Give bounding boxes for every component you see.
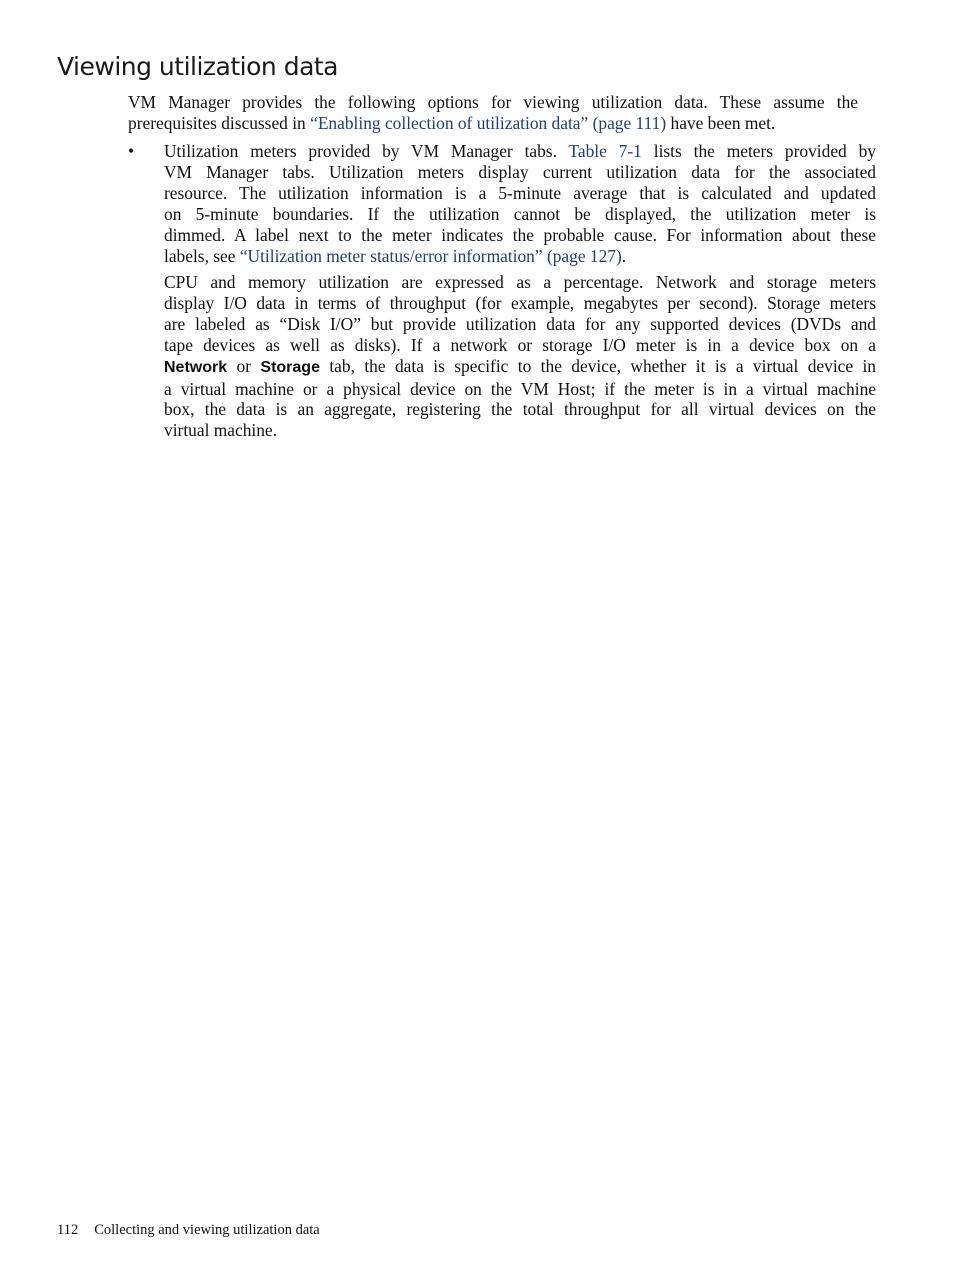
intro-text: prerequisites discussed in (128, 112, 311, 133)
bullet-text: Utilization meters provided by VM Manager tabs. (164, 141, 569, 161)
bullet-line-5: dimmed. A label next to the meter indicates the probable cause. For information about these (164, 224, 876, 245)
bullet-text: labels, see (164, 245, 240, 266)
bullet-text: lists the meters provided by (641, 141, 876, 161)
page-number: 112 (57, 1222, 79, 1238)
bullet-line-3: resource. The utilization information is a 5-minute average that is calculated and updated (164, 182, 876, 203)
cont-line-2: display I/O data in terms of throughput (for example, megabytes per second). Storage meters (164, 292, 876, 313)
bullet-marker: • (128, 141, 135, 161)
cont-line-5 (164, 356, 876, 379)
xref-link-enabling-collection[interactable]: “Enabling collection of utilization data” (page 111) (310, 112, 667, 133)
intro-line-2 (128, 113, 858, 134)
cont-text: or (227, 355, 261, 376)
intro-line-1: VM Manager provides the following options for viewing utilization data. These assume the (128, 92, 858, 112)
cont-line-3: are labeled as “Disk I/O” but provide utilization data for any supported devices (DVDs and (164, 313, 876, 334)
cont-line-7: box, the data is an aggregate, registering the total throughput for all virtual devices on the (164, 399, 876, 420)
section-heading: Viewing utilization data (57, 52, 339, 81)
ui-label-network: Network (164, 358, 228, 376)
page-footer (57, 1221, 320, 1239)
bullet-text: . (621, 245, 627, 266)
continuation-paragraph (164, 272, 876, 441)
intro-text-end: have been met. (666, 112, 776, 133)
xref-link-meter-status[interactable]: “Utilization meter status/error information” (page 127) (239, 245, 622, 266)
bullet-line-6 (164, 246, 876, 267)
bullet-line-1 (164, 141, 876, 162)
cont-line-8: virtual machine. (164, 420, 277, 441)
cont-text: tab, the data is specific to the device, whether it is a virtual device in (319, 355, 877, 376)
bullet-line-4: on 5-minute boundaries. If the utilization cannot be displayed, the utilization meter is (164, 203, 876, 224)
ui-label-storage: Storage (260, 358, 320, 376)
bullet-paragraph (164, 141, 876, 266)
chapter-title: Collecting and viewing utilization data (94, 1222, 320, 1238)
cont-line-6: a virtual machine or a physical device on the VM Host; if the meter is in a virtual machine (164, 378, 876, 399)
xref-link-table-7-1[interactable]: Table 7-1 (568, 141, 642, 161)
bullet-line-2: VM Manager tabs. Utilization meters display current utilization data for the associated (164, 161, 876, 182)
cont-line-1: CPU and memory utilization are expressed as a percentage. Network and storage meters (164, 272, 876, 292)
cont-line-4: tape devices as well as disks). If a network or storage I/O meter is in a device box on a (164, 334, 876, 355)
intro-paragraph (128, 92, 858, 134)
